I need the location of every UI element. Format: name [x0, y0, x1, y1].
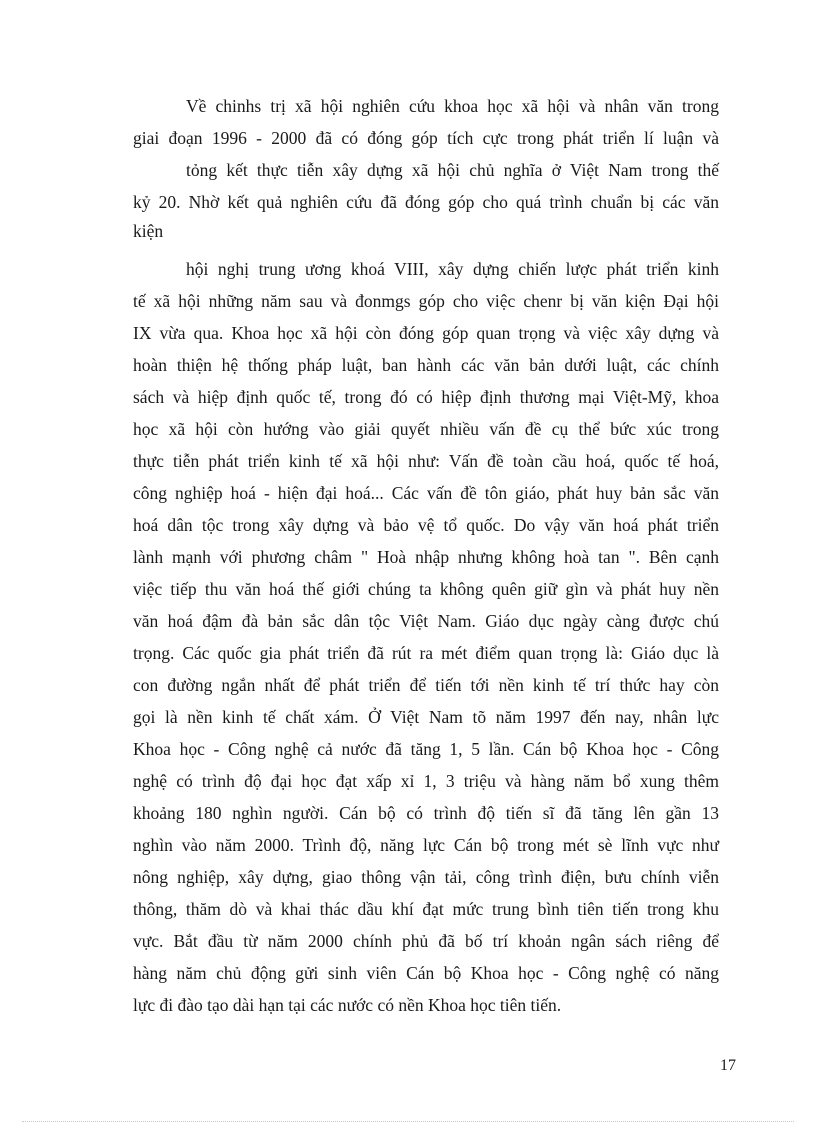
body-line: con đường ngắn nhất để phát triển để tiến tới nền kinh tế trí thức hay còn — [133, 675, 719, 695]
body-line: việc tiếp thu văn hoá thế giới chúng ta không quên giữ gìn và phát huy nền — [133, 579, 719, 599]
body-line: kỷ 20. Nhờ kết quả nghiên cứu đã đóng góp cho quá trình chuẩn bị các văn — [133, 192, 719, 212]
body-line: giai đoạn 1996 - 2000 đã có đóng góp tích cực trong phát triển lí luận và — [133, 128, 719, 148]
body-line: nghìn vào năm 2000. Trình độ, năng lực Cán bộ trong mét sè lĩnh vực như — [133, 835, 719, 855]
body-line: nghệ có trình độ đại học đạt xấp xỉ 1, 3 triệu và hàng năm bổ xung thêm — [133, 771, 719, 791]
body-line: thực tiễn phát triển kinh tế xã hội như: Vấn đề toàn cầu hoá, quốc tế hoá, — [133, 451, 719, 471]
body-line: vực. Bắt đầu từ năm 2000 chính phủ đã bố trí khoản ngân sách riêng để — [133, 931, 719, 951]
body-line: gọi là nền kinh tế chất xám. Ở Việt Nam tõ năm 1997 đến nay, nhân lực — [133, 707, 719, 727]
page-bottom-divider — [22, 1121, 794, 1122]
body-line: khoảng 180 nghìn người. Cán bộ có trình độ tiến sĩ đã tăng lên gần 13 — [133, 803, 719, 823]
body-line: tỏng kết thực tiễn xây dựng xã hội chủ nghĩa ở Việt Nam trong thế — [186, 160, 719, 180]
body-line: hàng năm chủ động gửi sinh viên Cán bộ Khoa học - Công nghệ có năng — [133, 963, 719, 983]
body-line: văn hoá đậm đà bản sắc dân tộc Việt Nam. Giáo dục ngày càng được chú — [133, 611, 719, 631]
body-line: nông nghiệp, xây dựng, giao thông vận tải, công trình điện, bưu chính viễn — [133, 867, 719, 887]
body-line: hoàn thiện hệ thống pháp luật, ban hành các văn bản dưới luật, các chính — [133, 355, 719, 375]
body-line: công nghiệp hoá - hiện đại hoá... Các vấn đề tôn giáo, phát huy bản sắc văn — [133, 483, 719, 503]
body-line: lực đi đào tạo dài hạn tại các nước có nền Khoa học tiên tiến. — [133, 995, 562, 1015]
body-line: Về chinhs trị xã hội nghiên cứu khoa học xã hội và nhân văn trong — [186, 96, 719, 116]
body-line: học xã hội còn hướng vào giải quyết nhiều vấn đề cụ thể bức xúc trong — [133, 419, 719, 439]
page-number: 17 — [720, 1057, 736, 1074]
body-line: Khoa học - Công nghệ cả nước đã tăng 1, 5 lần. Cán bộ Khoa học - Công — [133, 739, 719, 759]
body-line: hoá dân tộc trong xây dựng và bảo vệ tổ quốc. Do vậy văn hoá phát triển — [133, 515, 719, 535]
body-line: IX vừa qua. Khoa học xã hội còn đóng góp quan trọng và việc xây dựng và — [133, 323, 719, 343]
body-line: trọng. Các quốc gia phát triển đã rút ra mét điểm quan trọng là: Giáo dục là — [133, 643, 719, 663]
body-line: hội nghị trung ương khoá VIII, xây dựng chiến lược phát triển kinh — [186, 259, 719, 279]
body-line: kiện — [133, 221, 164, 241]
body-line: sách và hiệp định quốc tế, trong đó có hiệp định thương mại Việt-Mỹ, khoa — [133, 387, 719, 407]
body-line: tế xã hội những năm sau và đonmgs góp cho việc chenr bị văn kiện Đại hội — [133, 291, 719, 311]
body-line: lành mạnh với phương châm " Hoà nhập nhưng không hoà tan ". Bên cạnh — [133, 547, 719, 567]
body-line: thông, thăm dò và khai thác dầu khí đạt mức trung bình tiên tiến trong khu — [133, 899, 719, 919]
